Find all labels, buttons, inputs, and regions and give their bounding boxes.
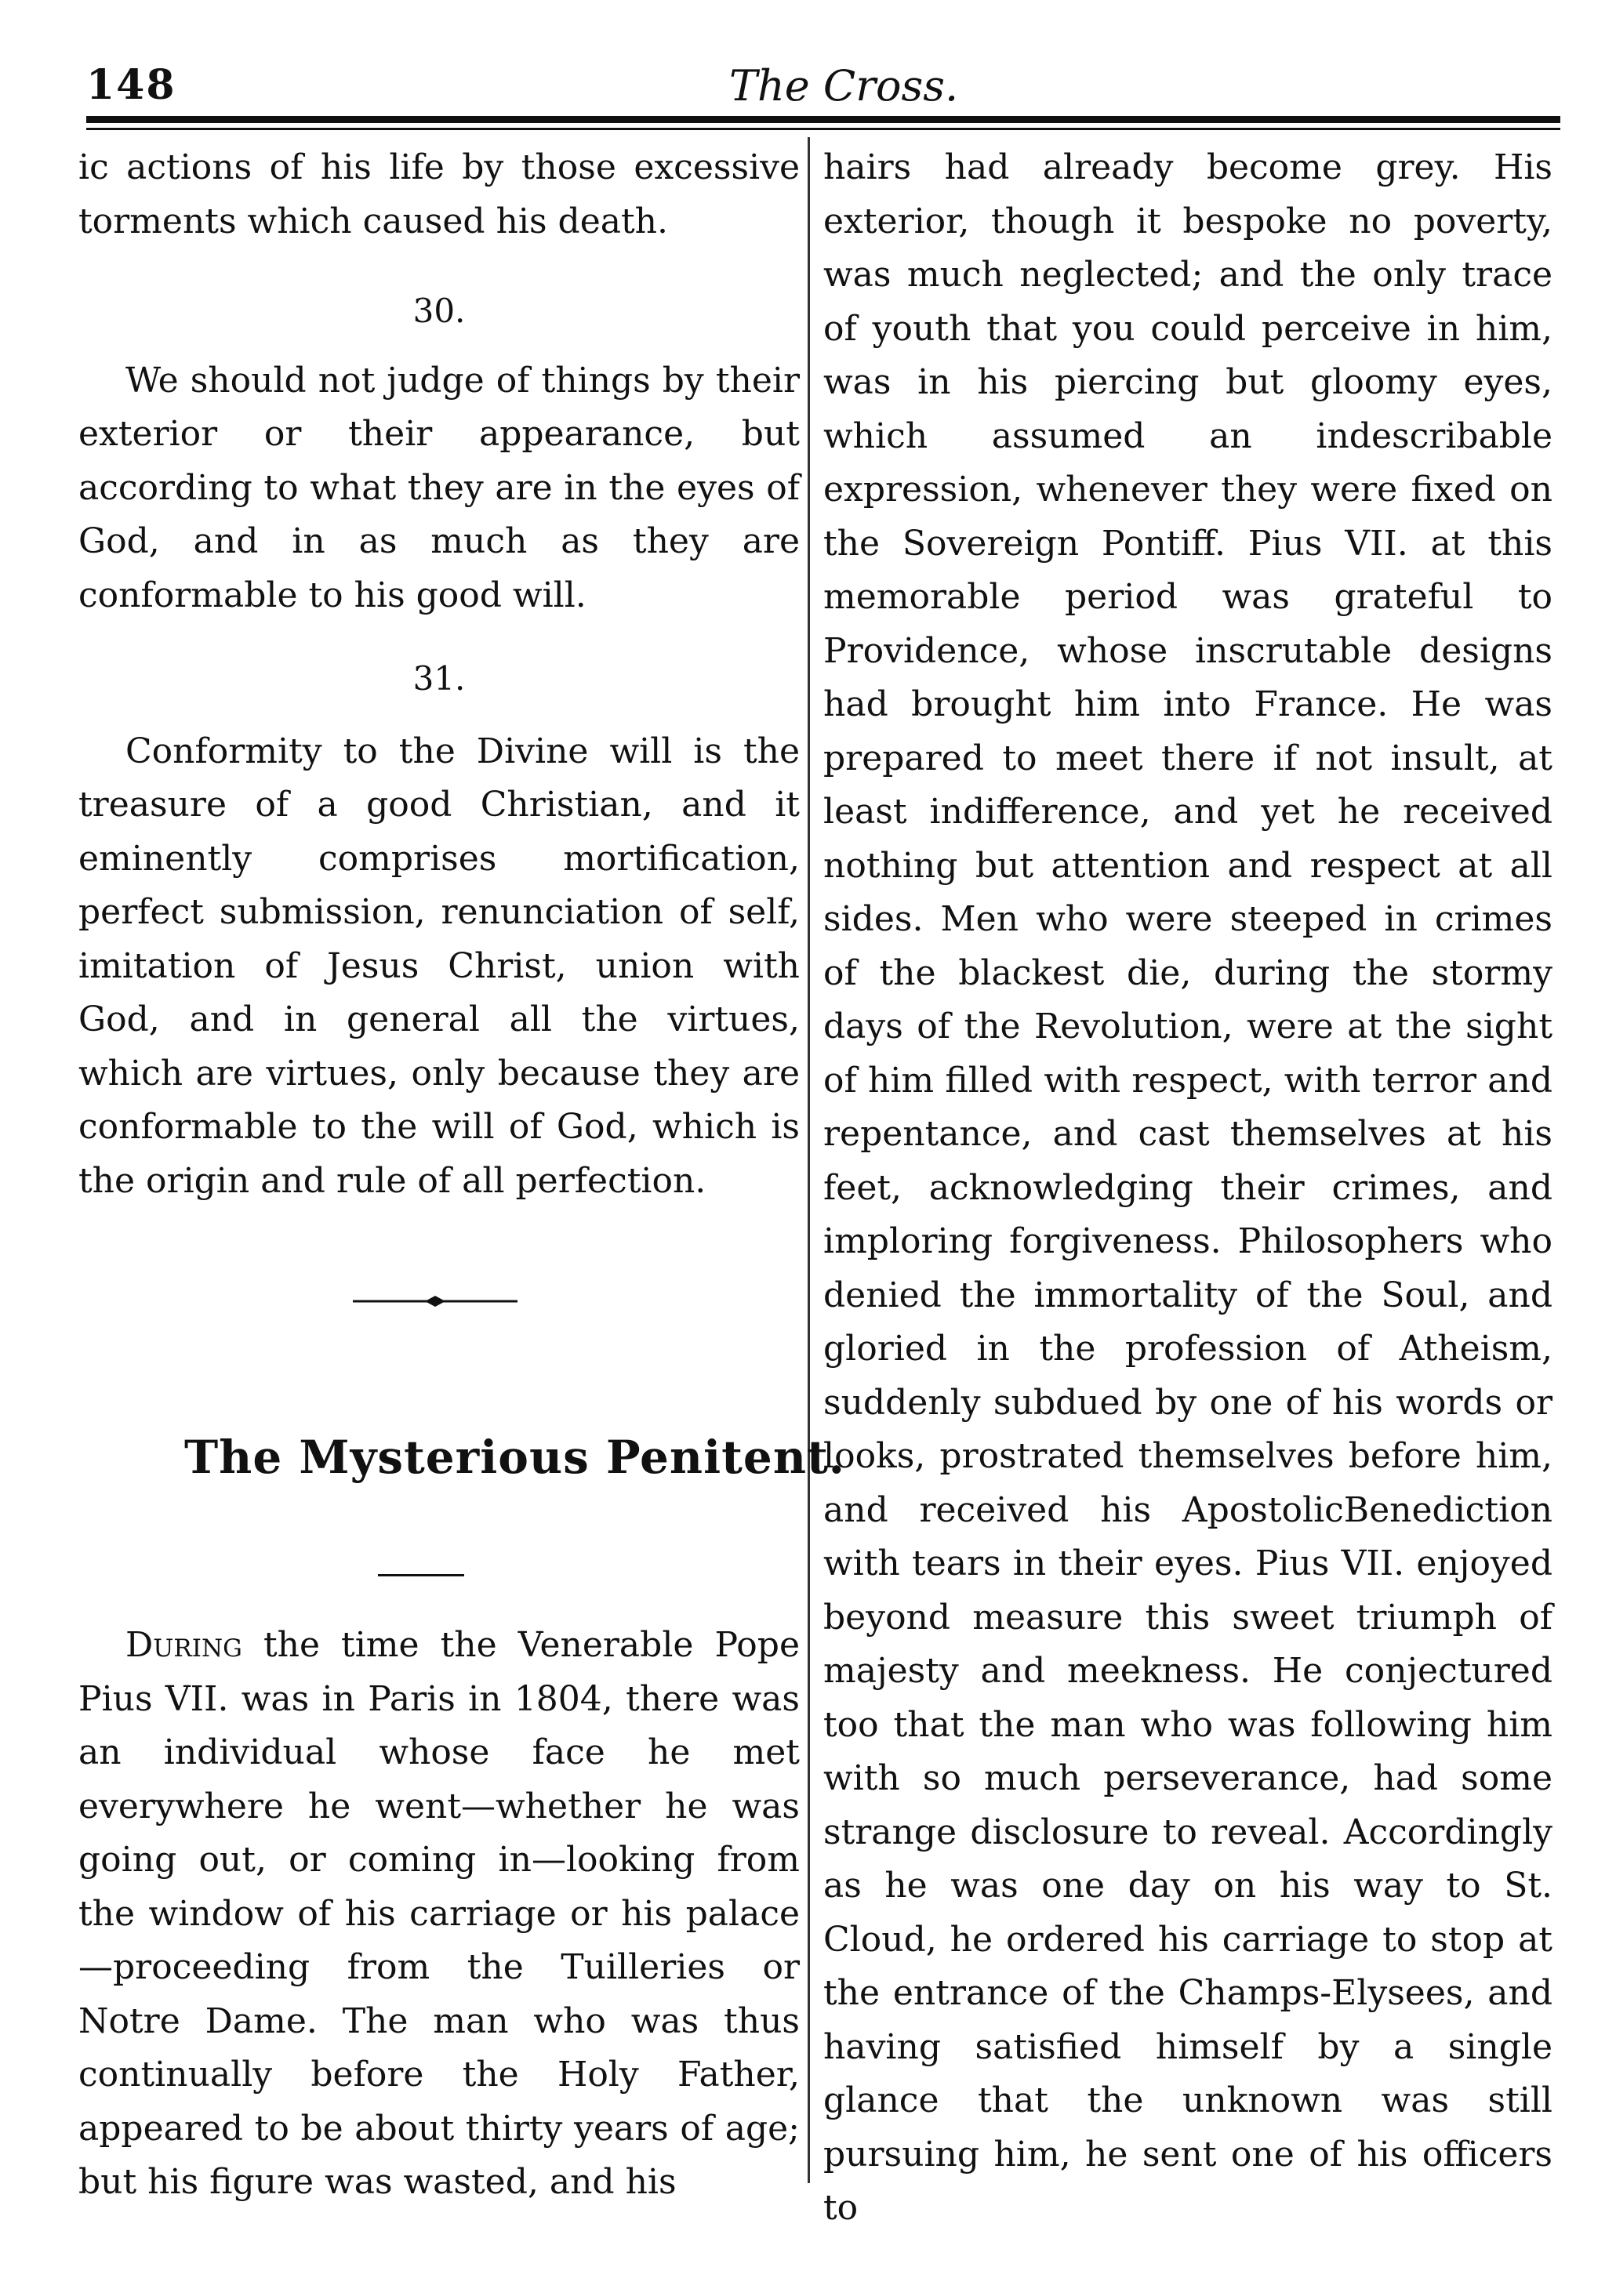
article-title: The Mysterious Penitent. — [184, 1431, 845, 1484]
right-column-text: hairs had already become grey. His exterior, though it bespoke no poverty, was much neglected; and the only trace of youth that you could perceive in him, was in his piercing but gloomy eyes, which assumed an indescribable expression, whenever they were fixed on the Sovereign Pontiff. Pius VII. at this memorable period was grateful to Providence, whose inscrutable designs had brought him into France. He was prepared to meet there if not insult, at least indifference, and yet he received nothing but attention and respect at all sides. Men who were steeped in crimes of the blackest die, during the stormy days of the Revolution, were at the sight of him filled with respect, with terror and repentance, and cast themselves at his feet, acknowledging their crimes, and imploring forgiveness. Philosophers who denied the immortality of the Soul, and gloried in the profession of Atheism, suddenly subdued by one of his words or looks, prostrated themselves before him, and received his ApostolicBenediction with tears in their eyes. Pius VII. enjoyed beyond measure this sweet triumph of majesty and meekness. He conjectured too that the man who was following him with so much perseverance, had some strange disclosure to reveal. Accordingly as he was one day on his way to St. Cloud, he ordered his carriage to stop at the entrance of the Champs-Elysees, and having satisfied himself by a single glance that the unknown was still pursuing him, he sent one of his officers to — [823, 147, 1552, 2228]
running-title: The Cross. — [729, 61, 959, 111]
article-text: the time the Venerable Pope Pius VII. was in Paris in 1804, there was an individual whose face he met everywhere he went—whether he was going out, or coming in—looking from the window of his carriage or his palace—proceeding from the Tuilleries or Notre Dame. The man who was thus continually before the Holy Father, appeared to be about thirty years of age; but his figure was wasted, and his — [78, 1625, 800, 2202]
section-number-31: 31. — [412, 659, 466, 698]
title-rule — [378, 1574, 464, 1576]
article-body-left — [78, 1619, 800, 2210]
header-rule-thick — [86, 116, 1560, 123]
article-first-paragraph — [78, 1619, 800, 2210]
section-number-30: 30. — [412, 292, 466, 330]
header-rule-thin — [86, 128, 1560, 130]
left-column — [78, 141, 800, 1208]
right-column — [823, 141, 1552, 2236]
continued-paragraph: ic actions of his life by those excessive torments which caused his death. — [78, 147, 800, 241]
column-divider — [808, 137, 810, 2183]
section-30-text: We should not judge of things by their exterior or their appearance, but according to what they are in the eyes of God, and in as much as they are conformable to his good will. — [78, 360, 800, 615]
ornament-divider — [353, 1292, 517, 1311]
section-31-text: Conformity to the Divine will is the treasure of a good Christian, and it eminently comprises mortification, perfect submission, renunciation of self, imitation of Jesus Christ, union with God, and in general all the virtues, which are virtues, only because they are conformable to the will of God, which is the origin and rule of all perfection. — [78, 731, 800, 1201]
article-lead-word: During — [125, 1625, 242, 1665]
page-number: 148 — [86, 61, 176, 109]
